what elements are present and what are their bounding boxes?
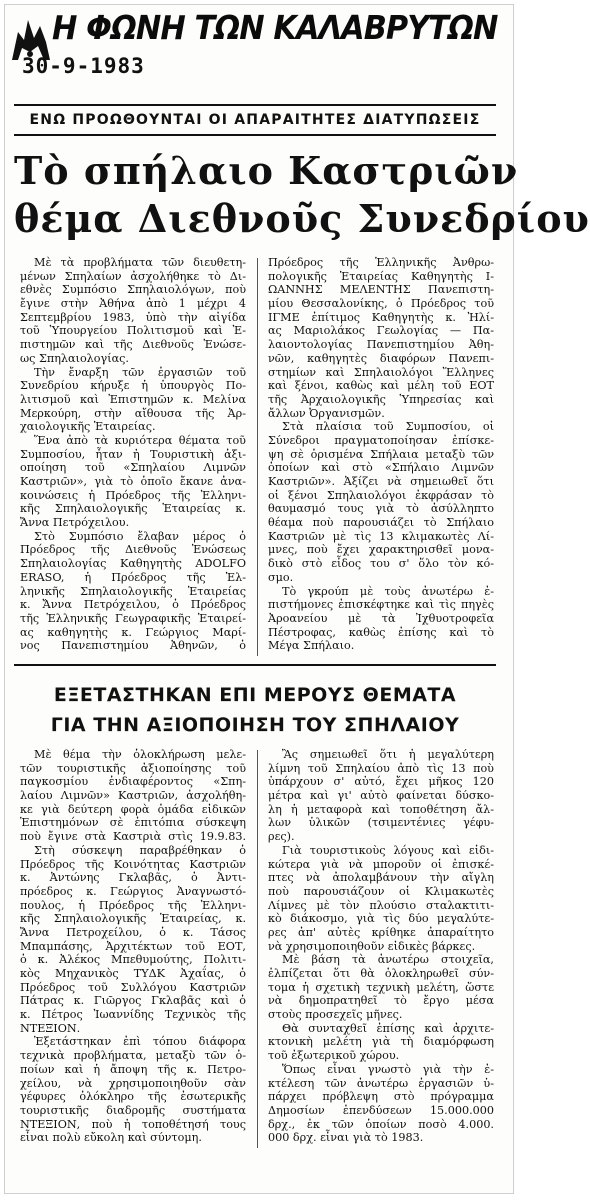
- text-line: κὸς Μηχανικὸς ΤΥΔΚ Ἀχαΐας, ὁ: [20, 967, 246, 980]
- text-line: κῆς Σπηλαιολογικῆς Ἑταιρείας κ.: [20, 502, 246, 516]
- text-line: στημίων καὶ Σπηλαιολόγοι Ἕλληνες: [268, 365, 494, 379]
- text-line: Θὰ συνταχθεῖ ἐπίσης καὶ ἀρχιτε-: [282, 1021, 494, 1035]
- text-line: Πρόεδρος τῆς Ἑλληνικῆς Ἀνθρω-: [268, 256, 494, 269]
- column-3: [20, 748, 246, 1145]
- text-line: ὑπάρχουν σ' αὐτό, ἔχει μῆκος 120: [268, 775, 494, 789]
- text-line: Λίμνες μὲ τὸν πλούσιο σταλακτιτι-: [268, 898, 494, 912]
- text-line: ἐλπίζεται ὅτι θὰ ὁλοκληρωθεῖ σύν-: [268, 967, 494, 980]
- text-line: μένων Σπηλαίων ἀσχολήθηκε τὸ Δι-: [20, 269, 246, 283]
- text-line: Ἄννα Πετρόχειλου.: [20, 516, 130, 530]
- text-line: κ. Ἄννα Πετρόχειλου, ὁ Πρόεδρος: [20, 598, 246, 612]
- text-line: τοῦ ἐξωτερικοῦ χώρου.: [268, 1049, 400, 1063]
- text-line: ρες).: [268, 830, 295, 844]
- text-line: λαιοντολογίας Πανεπιστημίου Ἀθη-: [268, 338, 494, 352]
- text-line: λίμνη τοῦ Σπηλαίου ἀπὸ τὶς 13 ποὺ: [268, 761, 494, 775]
- text-line: τοῦ Ὑπουργείου Πολιτισμοῦ καὶ Ἐ-: [20, 324, 246, 338]
- text-line: Ὅπως εἶναι γνωστὸ γιὰ τὴν ἐ-: [282, 1062, 494, 1076]
- text-line: μίου Θεσσαλονίκης, ὁ Πρόεδρος τοῦ: [268, 297, 494, 311]
- text-line: Πρόεδρος τῆς Κοινότητας Καστριῶν: [20, 857, 246, 871]
- text-line: χαιολογικῆς Ἑταιρείας.: [20, 420, 156, 434]
- text-line: Ἀροανείου μὲ τὰ Ἰχθυοτροφεῖα: [268, 611, 494, 625]
- text-line: δρχ., ἐκ τῶν ὁποίων ποσὸ 4.000.: [268, 1117, 494, 1131]
- text-line: Ἐξετάστηκαν ἐπὶ τόπου διάφορα: [34, 1035, 246, 1049]
- text-line: κ. Ἀντώνης Γκλαβᾶς, ὁ Ἀντι-: [20, 871, 246, 885]
- text-line: τῆς Ἑλληνικῆς Γεωγραφικῆς Ἑταιρεί-: [20, 611, 246, 625]
- text-line: Πρόεδρος τῆς Διεθνοῦς Ἑνώσεως: [20, 543, 246, 557]
- text-line: πρόεδρος κ. Γεώργιος Ἀναγνωστό-: [20, 884, 246, 898]
- column-1: [20, 256, 246, 653]
- issue-date: 30-9-1983: [22, 54, 145, 78]
- text-line: οἱ ξένοι Σπηλαιολόγοι ἐκφράσαν τὸ: [268, 488, 494, 502]
- column-divider-lower: [257, 750, 258, 1148]
- text-line: ὁ κ. Ἀλέκος Μπεθυμούτης, Πολιτι-: [20, 953, 246, 967]
- text-line: Στὸ Συμπόσιο ἔλαβαν μέρος ὁ: [34, 529, 246, 543]
- text-line: Μπαμπάσης, Ἀρχιτέκτων τοῦ ΕΟΤ,: [20, 939, 246, 953]
- text-line: πιστημῶν καὶ τῆς Διεθνοῦς Ἑνώσε-: [20, 338, 246, 352]
- text-line: κῆς Σπηλαιολογικῆς Ἑταιρείας, κ.: [20, 912, 246, 926]
- text-line: μνες, ποὺ ἔχει χαρακτηρισθεῖ μονα-: [268, 543, 494, 557]
- text-line: Ἄννα Πετροχείλου, ὁ κ. Τάσος: [20, 925, 246, 939]
- text-line: λαίου Λιμνῶν» Καστριῶν, ἀσχολήθη-: [20, 789, 246, 803]
- text-line: καὶ ξένοι, καθὼς καὶ μέλη τοῦ ΕΟΤ: [268, 379, 494, 393]
- text-line: Μέγα Σπήλαιο.: [268, 639, 355, 653]
- text-line: λιτισμοῦ καὶ Ἐπιστημῶν κ. Μελίνα: [20, 392, 246, 406]
- text-line: τουριστικῆς διαδρομῆς συστήματα: [20, 1103, 246, 1117]
- text-line: Πέστροφας, καθὼς ἐπίσης καὶ τὸ: [268, 625, 494, 639]
- text-line: οποίηση τοῦ «Σπηλαίου Λιμνῶν: [20, 461, 246, 475]
- text-line: εθνὲς Συμπόσιο Σπηλαιολόγων, ποὺ: [20, 283, 246, 297]
- text-line: παγκοσμίου ἐνδιαφέροντος «Σπη-: [20, 775, 246, 789]
- text-line: λη ἡ μεταφορὰ καὶ τοποθέτηση ἄλ-: [268, 802, 494, 816]
- text-line: Μὲ τὰ προβλήματα τῶν διευθετη-: [34, 256, 246, 269]
- text-line: ποὺ ἔγινε στὰ Καστριὰ στὶς 19.9.83.: [20, 830, 246, 844]
- text-line: Καστριῶν», γιὰ τὸ ὁποῖο ἔκανε ἀνα-: [20, 475, 246, 488]
- section-subhead-line1: ΕΞΕΤΑΣΤΗΚΑΝ ΕΠΙ ΜΕΡΟΥΣ ΘΕΜΑΤΑ: [53, 684, 457, 706]
- text-line: ποίων καὶ ἡ ἄποψη τῆς κ. Πετρο-: [20, 1062, 246, 1076]
- text-line: Μερκούρη, στὴν αἴθουσα τῆς Ἀρ-: [20, 406, 246, 420]
- text-line: Συνεδρίου κήρυξε ἡ ὑπουργὸς Πο-: [20, 379, 246, 393]
- text-line: ρες ἀπ' αὐτὲς κρίθηκε ἀπαραίτητο: [268, 925, 494, 939]
- text-line: Συμποσίου, ἦταν ἡ Τουριστικὴ ἀξι-: [20, 447, 246, 461]
- text-line: 000 δρχ. εἶναι γιὰ τὸ 1983.: [268, 1131, 424, 1145]
- text-line: δικὸ στὸ εἶδος του σ' ὅλο τὸν κό-: [268, 557, 494, 571]
- text-line: λων ὑλικῶν (τσιμεντένιες γέφυ-: [268, 816, 494, 830]
- text-line: ληνικῆς Σπηλαιολογικῆς Ἑταιρείας: [20, 584, 246, 598]
- article-headline-line1: Τὸ σπήλαιο Καστριῶν: [14, 148, 519, 193]
- text-line: κτονικὴ μελέτη γιὰ τὴ διαμόρφωση: [268, 1035, 494, 1049]
- text-line: ἄλλων Ὀργανισμῶν.: [268, 406, 385, 420]
- text-line: θέαμα ποὺ παρουσιάζει τὸ Σπήλαιο: [268, 516, 494, 530]
- text-line: πουλος, ἡ Πρόεδρος τῆς Ἑλληνι-: [20, 898, 246, 912]
- text-line: Στὰ πλαίσια τοῦ Συμποσίου, οἱ: [282, 420, 494, 434]
- text-line: στοὺς προσεχεῖς μῆνες.: [268, 1008, 403, 1022]
- column-2: [268, 256, 494, 653]
- text-line: Σεπτεμβρίου 1983, ὑπὸ τὴν αἰγίδα: [20, 310, 246, 324]
- text-line: πάρχει πρόβλεψη στὸ πρόγραμμα: [268, 1090, 494, 1104]
- text-line: γέφυρες ὁλόκληρο τῆς ἐσωτερικῆς: [20, 1090, 246, 1104]
- text-line: ποὺ παρουσιάζουν οἱ Κλιμακωτὲς: [268, 884, 494, 898]
- section-subhead-line2: ΓΙΑ ΤΗΝ ΑΞΙΟΠΟΙΗΣΗ ΤΟΥ ΣΠΗΛΑΙΟΥ: [50, 714, 460, 736]
- column-4: [268, 748, 494, 1145]
- text-line: ΝΤΕΞΙΟΝ, ποὺ ἡ τοποθέτησή τους: [20, 1117, 246, 1131]
- text-line: Σύνεδροι πραγματοποίησαν ἐπίσκε-: [268, 433, 494, 447]
- text-line: νῶν, καθηγητὲς διαφόρων Πανεπι-: [268, 351, 494, 365]
- text-line: τεχνικὰ προβλήματα, μεταξὺ τῶν ὁ-: [20, 1049, 246, 1063]
- newspaper-title: Η ΦΩΝΗ ΤΩΝ ΚΑΛΑΒΡΥΤΩΝ: [52, 8, 498, 47]
- text-line: κτέλεση τῶν ἀνωτέρω ἐργασιῶν ὑ-: [268, 1076, 494, 1090]
- text-line: Γιὰ τουριστικοὺς λόγους καὶ εἰδι-: [282, 843, 494, 857]
- text-line: νὰ δημοπρατηθεῖ τὸ ἔργο μέσα: [268, 994, 494, 1008]
- text-line: τῆς Ἀρχαιολογικῆς Ὑπηρεσίας καὶ: [268, 392, 494, 406]
- text-line: Καστριῶν». Ἀξίζει νὰ σημειωθεῖ ὅτι: [268, 475, 494, 488]
- text-line: χείλου, νὰ χρησιμοποιηθοῦν σὰν: [20, 1076, 246, 1090]
- text-line: μέτρα καὶ γι' αὐτὸ φαίνεται δύσκο-: [268, 789, 494, 803]
- text-line: πτες νὰ ἀπολαμβάνουν τὴν αἴγλη: [268, 871, 494, 885]
- text-line: ΩΑΝΝΗΣ ΜΕΛΕΝΤΗΣ Πανεπιστη-: [268, 283, 494, 297]
- text-line: Ἕνα ἀπὸ τὰ κυριότερα θέματα τοῦ: [34, 433, 246, 447]
- text-line: ας Μαριολάκος Γεωλογίας — Πα-: [268, 324, 494, 338]
- text-line: Πρόεδρος τοῦ Συλλόγου Καστριῶν: [20, 980, 246, 994]
- text-line: Τὸ γκρούπ μὲ τοὺς ἀνωτέρω ἐ-: [282, 584, 494, 598]
- text-line: Μὲ θέμα τὴν ὁλοκλήρωση μελε-: [34, 748, 246, 761]
- text-line: κώτερα γιὰ νὰ μποροῦν οἱ ἐπισκέ-: [268, 857, 494, 871]
- text-line: Τὴν ἔναρξη τῶν ἐργασιῶν τοῦ: [34, 365, 246, 379]
- text-line: εἶναι πολὺ εὔκολη καὶ σύντομη.: [20, 1131, 202, 1145]
- article-kicker: ΕΝΩ ΠΡΟΩΘΟΥΝΤΑΙ ΟΙ ΑΠΑΡΑΙΤΗΤΕΣ ΔΙΑΤΥΠΩΣΕΙΣ: [29, 112, 481, 128]
- text-line: νὰ χρησιμοποιηθοῦν εἰδικὲς βάρκες.: [268, 939, 476, 953]
- text-line: ΙΓΜΕ ἐπίτιμος Καθηγητὴς κ. Ἠλί-: [268, 310, 494, 324]
- text-line: σμο.: [268, 570, 294, 584]
- text-line: ὁποίων καὶ στὸ «Σπήλαιο Λιμνῶν: [268, 461, 494, 475]
- text-line: κ. Πέτρος Ἰωαννίδης Τεχνικὸς τῆς: [20, 1008, 246, 1022]
- text-line: κε γιὰ δεύτερη φορὰ ὁμάδα εἰδικῶν: [20, 802, 246, 816]
- top-rule: [14, 104, 496, 106]
- text-line: Δημοσίων ἐπενδύσεων 15.000.000: [268, 1103, 494, 1117]
- text-line: Στὴ σύσκεψη παραβρέθηκαν ὁ: [34, 843, 246, 857]
- text-line: ψη σὲ ὁρισμένα Σπήλαια μεταξὺ τῶν: [268, 447, 494, 461]
- text-line: θαυμασμό τους γιὰ τὸ ἀσύλληπτο: [268, 502, 494, 516]
- article-headline-line2: θέμα Διεθνοῦς Συνεδρίου: [14, 196, 590, 241]
- text-line: Ἐπιστημόνων σὲ ἐπιτόπια σύσκεψη: [20, 816, 246, 830]
- column-divider: [257, 258, 258, 656]
- subhead-rule-top: [14, 664, 496, 666]
- text-line: ας καθηγητὴς κ. Γεώργιος Μαρί-: [20, 625, 246, 639]
- text-line: τομα ἡ σχετικὴ τεχνικὴ μελέτη, ὥστε: [268, 980, 494, 994]
- text-line: ΝΤΕΞΙΟΝ.: [20, 1021, 81, 1035]
- text-line: πολογικῆς Ἑταιρείας Καθηγητὴς Ι-: [268, 269, 494, 283]
- text-line: κὸ διάκοσμο, γιὰ τὶς δύο μεγαλύτε-: [268, 912, 494, 926]
- text-line: Σπηλαιολογίας Καθηγητὴς ADOLFO: [20, 557, 246, 571]
- kicker-rule: [14, 134, 496, 136]
- text-line: Ἂς σημειωθεῖ ὅτι ἡ μεγαλύτερη: [282, 748, 494, 761]
- text-line: Μὲ βάση τὰ ἀνωτέρω στοιχεῖα,: [282, 953, 494, 967]
- text-line: ἔγινε στὴν Ἀθήνα ἀπὸ 1 μέχρι 4: [20, 297, 246, 311]
- text-line: ERASO, ἡ Πρόεδρος τῆς Ἑλ-: [20, 570, 246, 584]
- text-line: πιστήμονες ἐπισκέφτηκε καὶ τὶς πηγὲς: [268, 598, 494, 612]
- text-line: Καστριῶν μὲ τὶς 13 κλιμακωτὲς Λί-: [268, 529, 494, 543]
- text-line: κοινώσεις ἡ Πρόεδρος τῆς Ἑλληνι-: [20, 488, 246, 502]
- text-line: νος Πανεπιστημίου Ἀθηνῶν, ὁ: [20, 639, 246, 653]
- text-line: ως Σπηλαιολογίας.: [20, 351, 129, 365]
- text-line: τῶν τουριστικῆς ἀξιοποίησης τοῦ: [20, 761, 246, 775]
- text-line: Πάτρας κ. Γιῶργος Γκλαβᾶς καὶ ὁ: [20, 994, 246, 1008]
